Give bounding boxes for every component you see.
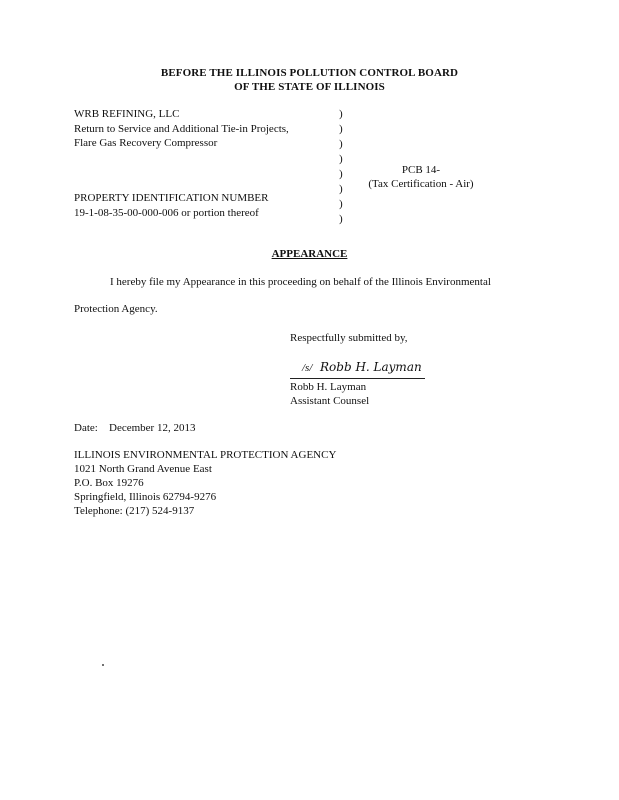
signer-title: Assistant Counsel bbox=[290, 395, 370, 407]
agency-address2: P.O. Box 19276 bbox=[74, 477, 144, 489]
caption-property-number: 19-1-08-35-00-000-006 or portion thereof bbox=[74, 207, 259, 219]
signer-name: Robb H. Layman bbox=[290, 381, 367, 393]
caption-equipment: Flare Gas Recovery Compressor bbox=[74, 137, 218, 149]
caption-party: WRB REFINING, LLC bbox=[74, 108, 180, 120]
date-value: December 12, 2013 bbox=[109, 422, 196, 434]
caption-paren: ) bbox=[339, 123, 343, 135]
signature-line bbox=[290, 360, 425, 379]
agency-address1: 1021 North Grand Avenue East bbox=[74, 463, 212, 475]
caption-paren: ) bbox=[339, 108, 343, 120]
case-number: PCB 14- bbox=[401, 164, 441, 176]
caption-property-label: PROPERTY IDENTIFICATION NUMBER bbox=[74, 192, 269, 204]
document-title: APPEARANCE bbox=[271, 248, 348, 260]
caption-paren-column bbox=[339, 107, 349, 227]
caption-project: Return to Service and Additional Tie-in Projects, bbox=[74, 123, 289, 135]
agency-city: Springfield, Illinois 62794-9276 bbox=[74, 491, 217, 503]
case-type: (Tax Certification - Air) bbox=[368, 178, 474, 190]
signature-script: Robb H. Layman bbox=[320, 360, 422, 374]
caption-paren: ) bbox=[339, 198, 343, 210]
caption-paren: ) bbox=[339, 168, 343, 180]
board-heading-line2: OF THE STATE OF ILLINOIS bbox=[234, 81, 385, 93]
appearance-paragraph-line2: Protection Agency. bbox=[74, 303, 158, 315]
stray-mark bbox=[102, 664, 104, 666]
signature-slash-prefix: /s/ bbox=[302, 362, 313, 374]
caption-paren: ) bbox=[339, 153, 343, 165]
agency-name: ILLINOIS ENVIRONMENTAL PROTECTION AGENCY bbox=[74, 449, 337, 461]
agency-phone: Telephone: (217) 524-9137 bbox=[74, 505, 195, 517]
date-label: Date: bbox=[74, 422, 98, 434]
board-heading-line1: BEFORE THE ILLINOIS POLLUTION CONTROL BOARD bbox=[160, 67, 459, 79]
caption-paren: ) bbox=[339, 183, 343, 195]
caption-paren: ) bbox=[339, 138, 343, 150]
appearance-paragraph-line1: I hereby file my Appearance in this proceeding on behalf of the Illinois Environmental bbox=[110, 276, 491, 288]
caption-paren: ) bbox=[339, 213, 343, 225]
closing-text: Respectfully submitted by, bbox=[290, 332, 408, 344]
